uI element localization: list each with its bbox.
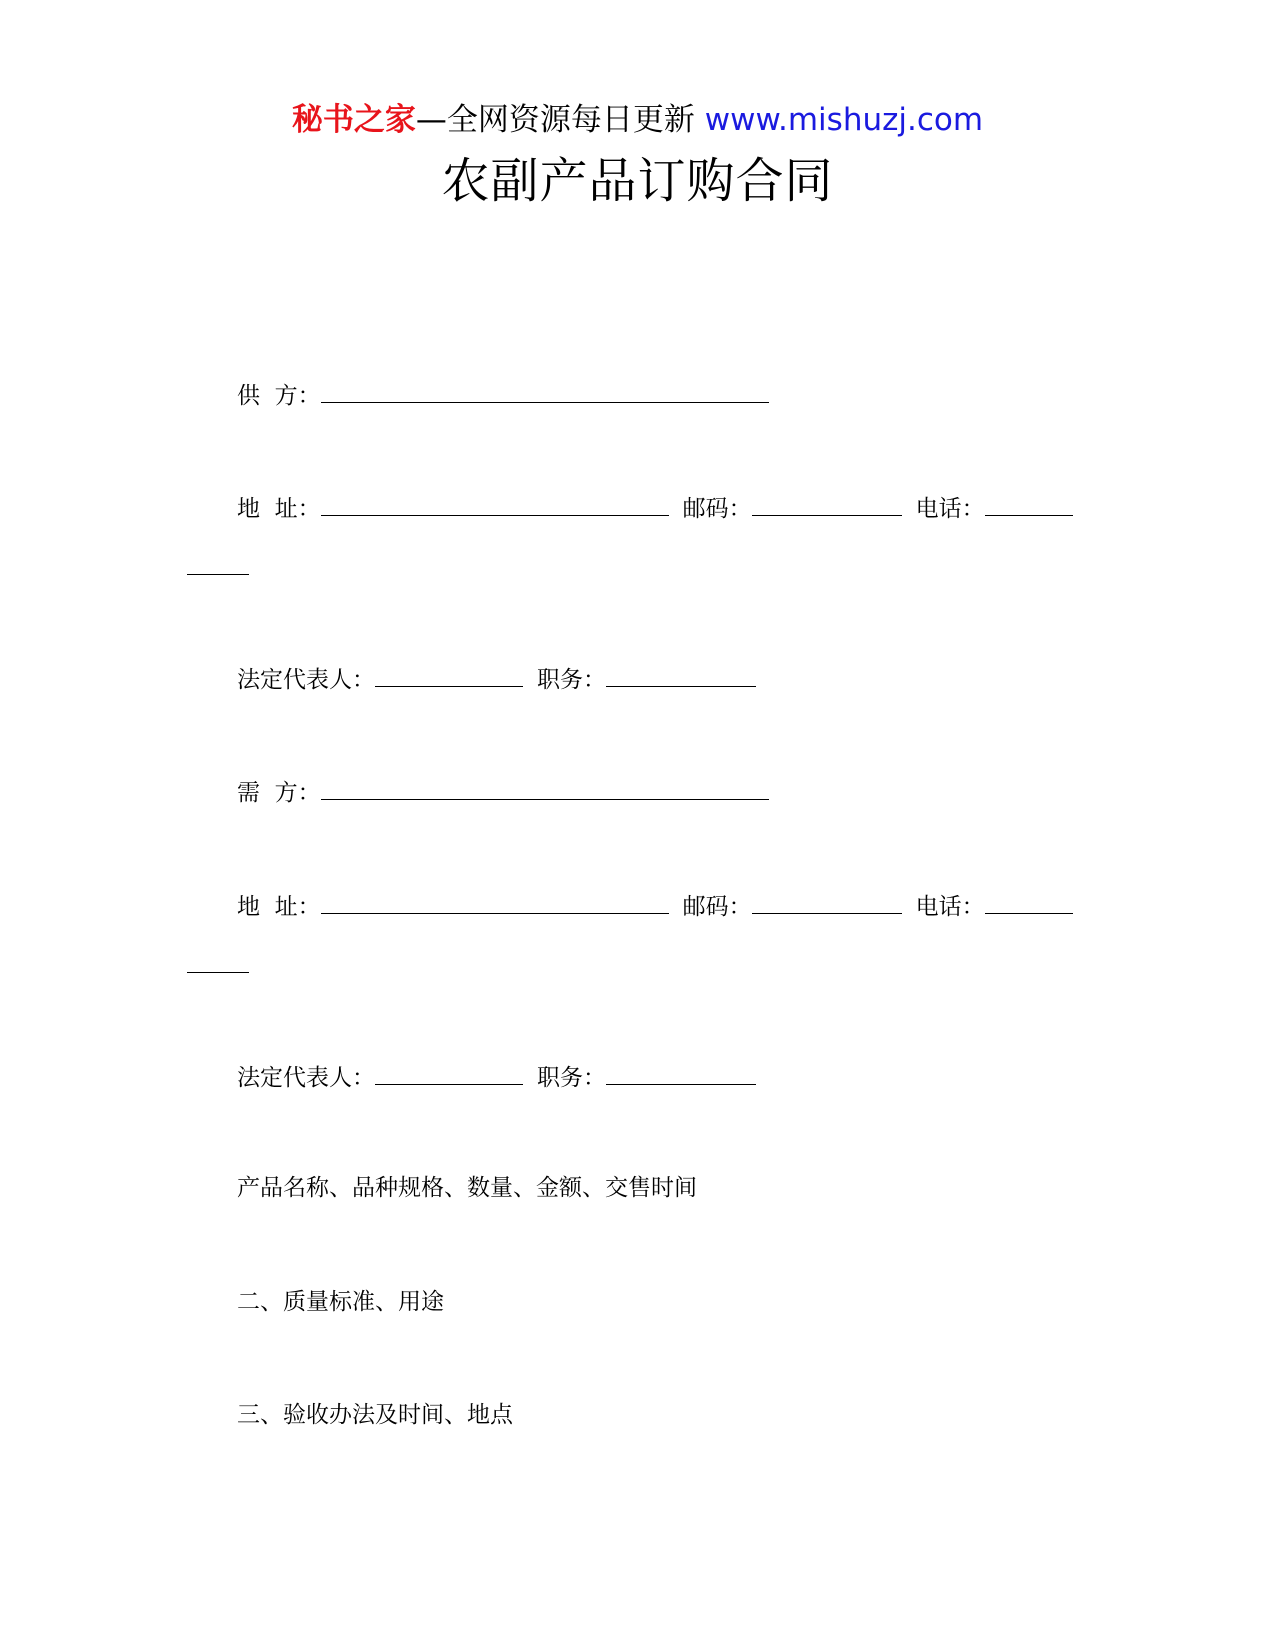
buyer-phone-field-continued[interactable]: [187, 972, 249, 973]
supplier-rep-field[interactable]: [375, 662, 523, 687]
buyer-phone-field[interactable]: [985, 889, 1073, 914]
site-header: [0, 100, 1275, 140]
buyer-position-label: 职务：: [537, 1065, 606, 1091]
buyer-row: [237, 775, 769, 808]
supplier-rep-row: [237, 662, 756, 695]
buyer-rep-row: [237, 1060, 756, 1093]
supplier-rep-label: 法定代表人：: [237, 667, 375, 693]
supplier-address-row: [237, 491, 1073, 524]
supplier-phone-field[interactable]: [985, 491, 1073, 516]
supplier-phone-label: 电话：: [915, 496, 985, 522]
supplier-name-field[interactable]: [321, 378, 769, 403]
supplier-address-field[interactable]: [321, 491, 669, 516]
buyer-address-field[interactable]: [321, 889, 669, 914]
buyer-position-field[interactable]: [606, 1060, 756, 1085]
header-tagline: —全网资源每日更新: [415, 102, 705, 138]
buyer-rep-label: 法定代表人：: [237, 1065, 375, 1091]
buyer-phone-label: 电话：: [915, 894, 985, 920]
supplier-postcode-label: 邮码：: [682, 496, 752, 522]
buyer-name-field[interactable]: [321, 775, 769, 800]
buyer-address-row: [237, 889, 1073, 922]
supplier-position-field[interactable]: [606, 662, 756, 687]
supplier-postcode-field[interactable]: [752, 491, 902, 516]
buyer-postcode-label: 邮码：: [682, 894, 752, 920]
brand-name: 秘书之家: [291, 102, 416, 138]
buyer-rep-field[interactable]: [375, 1060, 523, 1085]
supplier-row: [237, 378, 769, 411]
site-url-link[interactable]: www.mishuzj.com: [704, 102, 984, 138]
buyer-address-label: 地 址：: [237, 894, 321, 920]
supplier-position-label: 职务：: [537, 667, 606, 693]
buyer-postcode-field[interactable]: [752, 889, 902, 914]
clause-1: 产品名称、品种规格、数量、金额、交售时间: [237, 1175, 697, 1201]
supplier-phone-field-continued[interactable]: [187, 574, 249, 575]
clause-3: 三、验收办法及时间、地点: [237, 1402, 513, 1428]
supplier-address-label: 地 址：: [237, 496, 321, 522]
document-title: 农副产品订购合同: [441, 153, 834, 209]
supplier-label: 供 方：: [237, 383, 321, 409]
clause-2: 二、质量标准、用途: [237, 1289, 444, 1315]
buyer-label: 需 方：: [237, 780, 321, 806]
